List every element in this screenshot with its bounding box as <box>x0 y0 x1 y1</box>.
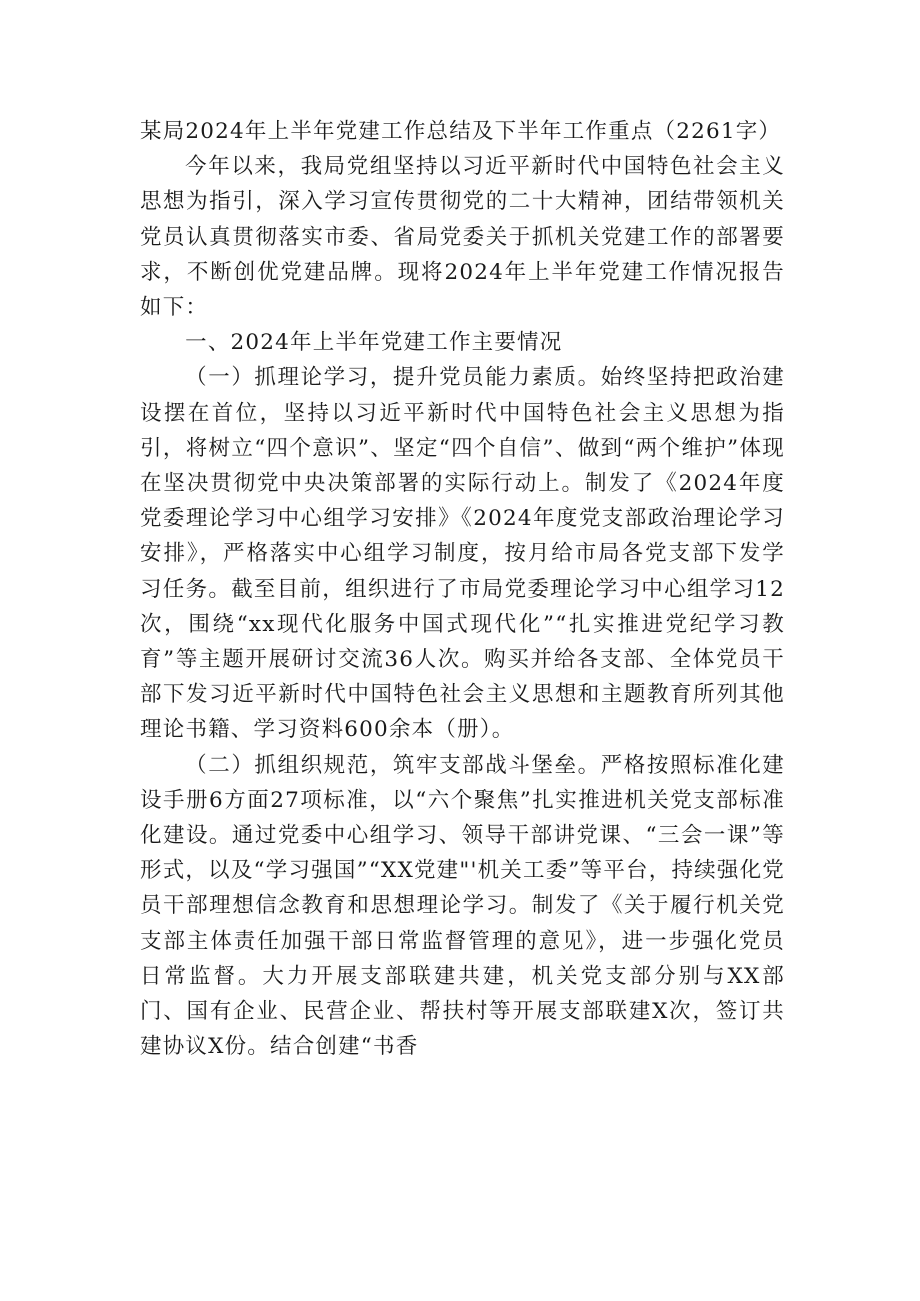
intro-paragraph: 今年以来，我局党组坚持以习近平新时代中国特色社会主义思想为指引，深入学习宣传贯彻党的二十大精神，团结带领机关党员认真贯彻落实市委、省局党委关于抓机关党建工作的部署要求，不断创优党建品牌。现将2024年上半年党建工作情况报告如下： <box>140 154 785 321</box>
item-paragraph-2: （二）抓组织规范，筑牢支部战斗堡垒。严格按照标准化建设手册6方面27项标准，以“六个聚焦”扎实推进机关党支部标准化建设。通过党委中心组学习、领导干部讲党课、“三会一课”等形式，以及“学习强国”“XX党建"'机关工委”等平台，持续强化党员干部理想信念教育和思想理论学习。制发了《关于履行机关党支部主体责任加强干部日常监督管理的意见》，进一步强化党员日常监督。大力开展支部联建共建，机关党支部分别与XX部门、国有企业、民营企业、帮扶村等开展支部联建X次，签订共建协议X份。结合创建“书香 <box>140 752 785 1060</box>
document-title: 某局2024年上半年党建工作总结及下半年工作重点（2261字） <box>140 119 782 144</box>
document-body <box>140 114 785 1064</box>
section-heading: 一、2024年上半年党建工作主要情况 <box>185 330 563 356</box>
item-paragraph-1: （一）抓理论学习，提升党员能力素质。始终坚持把政治建设摆在首位，坚持以习近平新时代中国特色社会主义思想为指引，将树立“四个意识”、坚定“四个自信”、做到“两个维护”体现在坚决贯彻党中央决策部署的实际行动上。制发了《2024年度党委理论学习中心组学习安排》《2024年度党支部政治理论学习安排》，严格落实中心组学习制度，按月给市局各党支部下发学习任务。截至目前，组织进行了市局党委理论学习中心组学习12次，围绕“xx现代化服务中国式现代化”“扎实推进党纪学习教育”等主题开展研讨交流36人次。购买并给各支部、全体党员干部下发习近平新时代中国特色社会主义思想和主题教育所列其他理论书籍、学习资料600余本（册）。 <box>140 365 785 743</box>
